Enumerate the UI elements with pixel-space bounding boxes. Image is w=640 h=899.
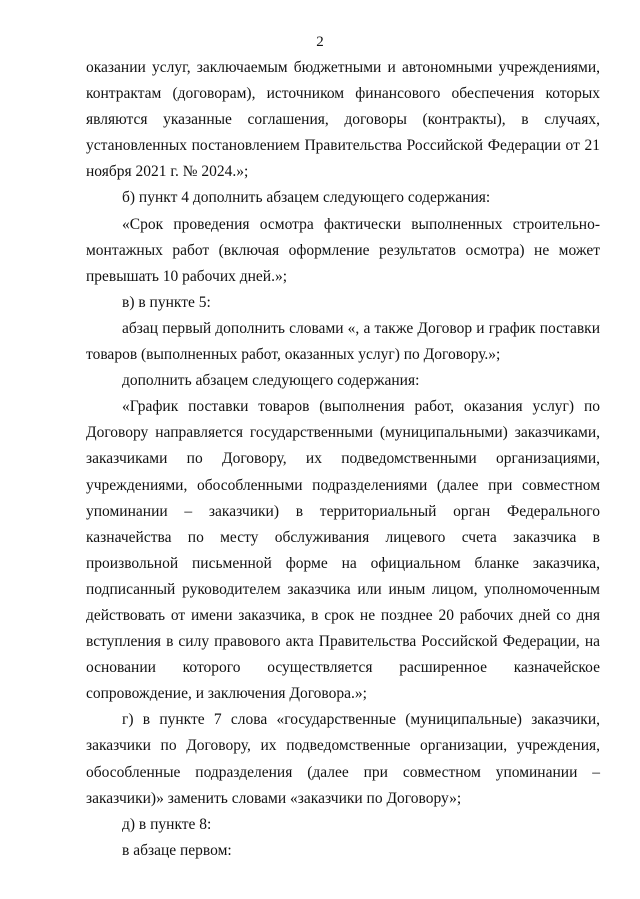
paragraph-delivery-schedule: «График поставки товаров (выполнения работ, оказания услуг) по Договору направляется государственными (муниципальными) заказчиками, заказчиками по Договору, их подведомственными организациями, учреждениями, обособленными подразделениями (далее при совместном упоминании – заказчики) в территориальный орган Федерального казначейства по месту обслуживания лицевого счета заказчика в произвольной письменной форме на официальном бланке заказчика, подписанный руководителем заказчика или иным лицом, уполномоченным действовать от имени заказчика, в срок не позднее 20 рабочих дней со дня вступления в силу правового акта Правительства Российской Федерации, на основании которого осуществляется расширенное казначейское сопровождение, и заключения Договора.»; [86, 398, 600, 703]
paragraph-first-abzac-addition: абзац первый дополнить словами «, а также Договор и график поставки товаров (выполненных работ, оказанных услуг) по Договору.»; [86, 319, 600, 364]
page-number: 2 [316, 34, 324, 50]
paragraph-item-b: б) пункт 4 дополнить абзацем следующего содержания: [122, 189, 491, 207]
paragraph-item-v: в) в пункте 5: [122, 293, 211, 311]
paragraph-add-abzac: дополнить абзацем следующего содержания: [122, 372, 420, 390]
paragraph-inspection-term: «Срок проведения осмотра фактически выполненных строительно-монтажных работ (включая оформление результатов осмотра) не может превышать 10 рабочих дней.»; [86, 215, 600, 285]
paragraph-continuation: оказании услуг, заключаемым бюджетными и автономными учреждениями, контрактам (договорам), источником финансового обеспечения которых являются указанные соглашения, договоры (контракты), в случаях, установленных постановлением Правительства Российской Федерации от 21 ноября 2021 г. № 2024.»; [86, 59, 600, 181]
document-body [86, 55, 600, 864]
paragraph-first-abzac: в абзаце первом: [122, 841, 232, 859]
paragraph-item-d: д) в пункте 8: [122, 815, 212, 833]
paragraph-item-g: г) в пункте 7 слова «государственные (муниципальные) заказчики, заказчики по Договору, их подведомственные организации, учреждения, обособленные подразделения (далее при совместном упоминании – заказчики)» заменить словами «заказчики по Договору»; [86, 711, 600, 807]
